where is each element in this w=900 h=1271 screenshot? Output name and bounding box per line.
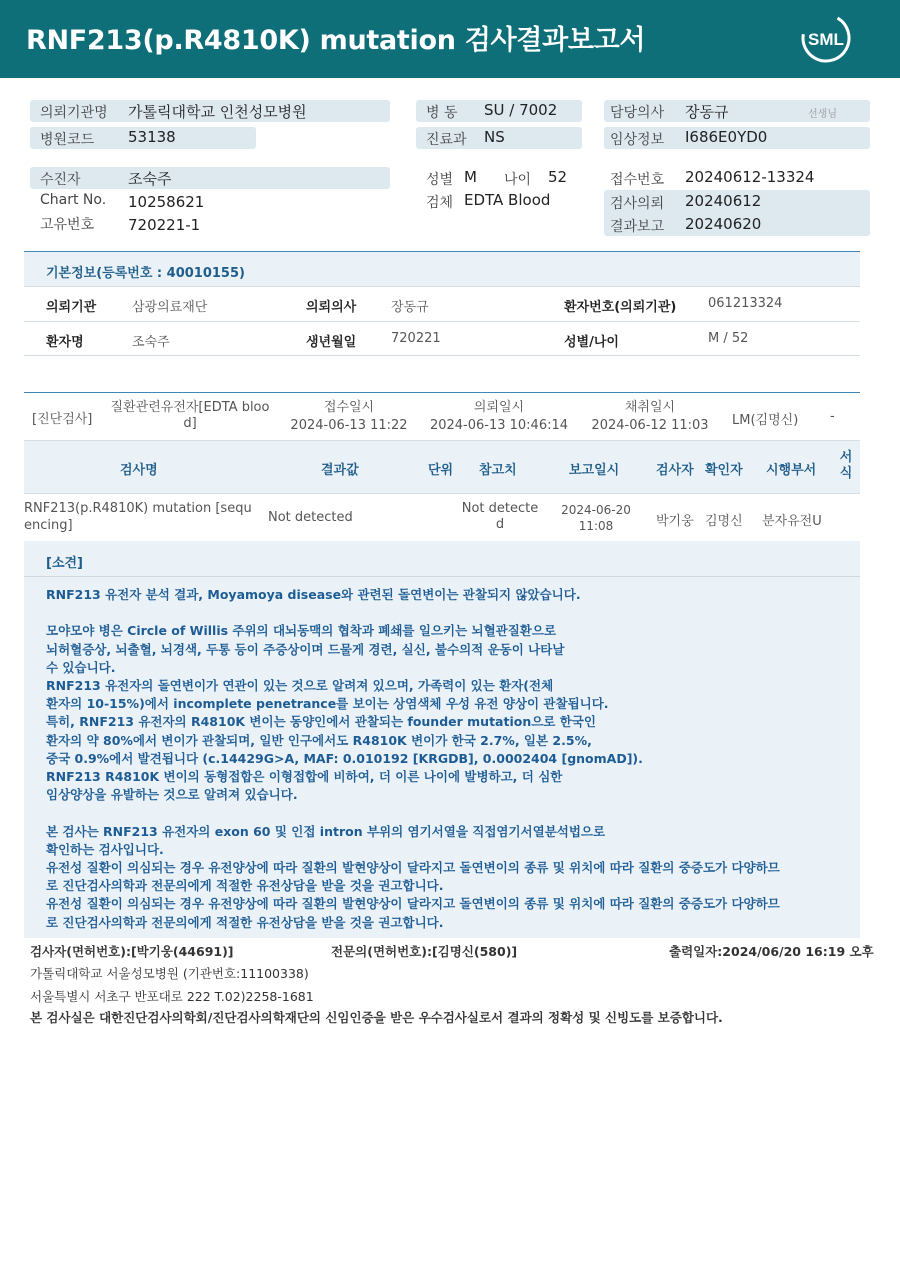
receipt-value: 20240612-13324	[685, 168, 815, 186]
basic-k-doctor: 의뢰의사	[306, 300, 357, 315]
ward-label: 병 동	[426, 105, 458, 121]
specimen-label: 검체	[426, 195, 454, 211]
th-reference: 참고치	[479, 463, 517, 478]
basic-k-birth: 생년월일	[306, 335, 357, 350]
opinion-line: 뇌허혈증상, 뇌출혈, 뇌경색, 두통 등이 주증상이며 드물게 경련, 실신, 불수의적 운동이 나타날	[46, 641, 565, 657]
opinion-title-line	[24, 576, 860, 577]
table-row	[24, 500, 252, 534]
row-confirmer: 김명신	[705, 514, 743, 529]
test-lab: LM(김명신)	[732, 413, 799, 428]
test-receipt-value: 2024-06-13 11:22	[290, 418, 408, 433]
basic-info-divider-3	[24, 355, 860, 356]
hospital-code-value: 53138	[128, 128, 176, 146]
th-report-date: 보고일시	[569, 463, 620, 478]
basic-v-patient: 조숙주	[132, 335, 170, 350]
report-title: RNF213(p.R4810K) mutation 검사결과보고서	[26, 25, 646, 56]
report-value: 20240620	[685, 215, 762, 233]
unique-label: 고유번호	[40, 217, 95, 233]
basic-info-divider-1	[24, 286, 860, 287]
patient-label: 수진자	[40, 172, 81, 188]
institution-value: 가톨릭대학교 인천성모병원	[128, 103, 307, 121]
basic-v-doctor: 장동규	[391, 300, 429, 315]
opinion-line: 특히, RNF213 유전자의 R4810K 변이는 동양인에서 관찰되는 founder mutation으로 한국인	[46, 714, 596, 730]
opinion-line: 수 있습니다.	[46, 659, 116, 675]
chart-value: 10258621	[128, 193, 205, 211]
th-dept: 시행부서	[766, 463, 817, 478]
doctor-label: 담당의사	[610, 105, 665, 121]
test-request	[424, 400, 574, 434]
footer-printed: 출력일자:2024/06/20 16:19 오후	[669, 944, 874, 959]
footer-address: 서울특별시 서초구 반포대로 222 T.02)2258-1681	[30, 989, 314, 1004]
basic-k-institution: 의뢰기관	[46, 300, 97, 315]
test-dash: -	[830, 409, 835, 424]
basic-k-patient-no: 환자번호(의뢰기관)	[564, 300, 677, 315]
footer-hospital: 가톨릭대학교 서울성모병원 (기관번호:11100338)	[30, 966, 309, 981]
row-name-line-2: encing]	[24, 518, 73, 533]
test-receipt-label: 접수일시	[323, 400, 375, 415]
clinical-label: 임상정보	[610, 132, 665, 148]
age-value: 52	[548, 168, 568, 186]
basic-v-patient-no: 061213324	[708, 296, 783, 311]
th-sign	[834, 450, 858, 482]
footer-tester: 검사자(면허번호):[박기웅(44691)]	[30, 944, 234, 959]
test-request-value: 2024-06-13 10:46:14	[429, 418, 569, 433]
basic-k-patient: 환자명	[46, 335, 84, 350]
sex-label: 성별	[426, 172, 454, 188]
test-collect-label: 채취일시	[624, 400, 676, 415]
sex-value: M	[464, 168, 477, 186]
th-sign-1: 서	[839, 450, 853, 465]
basic-info-divider-2	[24, 321, 860, 322]
test-specimen-name	[104, 400, 276, 432]
doctor-suffix: 선생님	[808, 109, 837, 120]
row-report-date-line-2: 11:08	[578, 519, 614, 533]
hospital-code-label: 병원코드	[40, 132, 95, 148]
basic-k-sex-age: 성별/나이	[564, 335, 619, 350]
opinion-line: 모야모야 병은 Circle of Willis 주위의 대뇌동맥의 협착과 폐쇄를 일으키는 뇌혈관질환으로	[46, 623, 557, 639]
th-name: 검사명	[120, 463, 158, 478]
test-collect-value: 2024-06-12 11:03	[591, 418, 709, 433]
th-tester: 검사자	[656, 463, 694, 478]
opinion-gap	[46, 804, 846, 822]
opinion-line: 임상양상을 유발하는 것으로 알려져 있습니다.	[46, 787, 298, 803]
opinion-line: 유전성 질환이 의심되는 경우 유전양상에 따라 질환의 발현양상이 달라지고 돌연변이의 종류 및 위치에 따라 질환의 중증도가 다양하므	[46, 860, 780, 876]
opinion-line: 확인하는 검사입니다.	[46, 841, 164, 857]
th-sign-2: 식	[839, 466, 853, 481]
row-reference-line-1: Not detecte	[461, 501, 539, 516]
opinion-line: RNF213 유전자 분석 결과, Moyamoya disease와 관련된 돌연변이는 관찰되지 않았습니다.	[46, 587, 581, 602]
unique-value: 720221-1	[128, 216, 201, 234]
specimen-value: EDTA Blood	[464, 191, 551, 209]
th-result: 결과값	[321, 463, 359, 478]
doctor-value: 장동규	[685, 103, 729, 121]
test-receipt	[284, 400, 414, 434]
opinion-line: 본 검사는 RNF213 유전자의 exon 60 및 인접 intron 부위의 염기서열을 직접염기서열분석법으로	[46, 823, 606, 839]
test-request-label: 의뢰일시	[473, 400, 525, 415]
test-collect	[584, 400, 716, 434]
th-unit: 단위	[428, 463, 454, 478]
basic-info-title: 기본정보(등록번호 : 40010155)	[46, 266, 245, 281]
dept-value: NS	[484, 128, 505, 146]
opinion-line: 유전성 질환이 의심되는 경우 유전양상에 따라 질환의 발현양상이 달라지고 돌연변이의 종류 및 위치에 따라 질환의 중증도가 다양하므	[46, 896, 780, 912]
opinion-line: 로 진단검사의학과 전문의에게 적절한 유전상담을 받을 것을 권고합니다.	[46, 878, 444, 894]
report-header	[0, 0, 900, 78]
age-label: 나이	[504, 172, 532, 188]
opinion-line: 중국 0.9%에서 발견됩니다 (c.14429G>A, MAF: 0.010192 [KRGDB], 0.0002404 [gnomAD]).	[46, 750, 643, 766]
dept-label: 진료과	[426, 132, 467, 148]
basic-v-birth: 720221	[391, 331, 441, 346]
opinion-line: RNF213 R4810K 변이의 동형접합은 이형접합에 비하여, 더 이른 나이에 발병하고, 더 심한	[46, 769, 563, 785]
patient-pill	[30, 167, 390, 189]
clinical-value: I686E0YD0	[685, 128, 768, 146]
opinion-line: 환자의 10-15%)에서 incomplete penetrance를 보이는 상염색체 우성 유전 양상이 관찰됩니다.	[46, 696, 609, 712]
basic-v-sex-age: M / 52	[708, 331, 749, 346]
chart-label: Chart No.	[40, 192, 107, 208]
receipt-label: 접수번호	[610, 172, 665, 188]
opinion-title: [소견]	[46, 556, 83, 571]
patient-value: 조숙주	[128, 170, 172, 188]
opinion-gap	[46, 604, 846, 622]
sml-logo-icon	[800, 12, 852, 64]
test-summary-top-line	[24, 392, 860, 393]
row-reference	[450, 501, 550, 533]
row-report-date	[552, 502, 640, 534]
basic-v-institution: 삼광의료재단	[132, 300, 208, 315]
row-result: Not detected	[268, 510, 353, 525]
report-label: 결과보고	[610, 219, 665, 235]
test-category: [진단검사]	[32, 412, 93, 427]
row-tester: 박기웅	[656, 514, 694, 529]
results-header-line	[24, 493, 860, 494]
th-confirmer: 확인자	[705, 463, 743, 478]
request-value: 20240612	[685, 192, 762, 210]
logo-text: SML	[808, 30, 844, 49]
test-specimen-line-1: 질환관련유전자[EDTA bloo	[110, 400, 270, 415]
opinion-line: 로 진단검사의학과 전문의에게 적절한 유전상담을 받을 것을 권고합니다.	[46, 914, 444, 930]
row-reference-line-2: d	[495, 517, 505, 532]
row-dept: 분자유전U	[762, 514, 822, 529]
footer-certification: 본 검사실은 대한진단검사의학회/진단검사의학재단의 신임인증을 받은 우수검사실로서 결과의 정확성 및 신빙도를 보증합니다.	[30, 1010, 723, 1025]
request-label: 검사의뢰	[610, 196, 665, 212]
row-report-date-line-1: 2024-06-20	[561, 503, 631, 517]
opinion-line: 환자의 약 80%에서 변이가 관찰되며, 일반 인구에서도 R4810K 변이가 한국 2.7%, 일본 2.5%,	[46, 732, 592, 748]
opinion-line: RNF213 유전자의 돌연변이가 연관이 있는 것으로 알려져 있으며, 가족력이 있는 환자(전체	[46, 678, 554, 693]
row-name-line-1: RNF213(p.R4810K) mutation [sequ	[24, 501, 252, 516]
institution-label: 의뢰기관명	[40, 105, 108, 121]
test-specimen-line-2: d]	[183, 416, 197, 431]
footer-specialist: 전문의(면허번호):[김명신(580)]	[331, 944, 518, 959]
opinion-body	[46, 586, 846, 932]
ward-value: SU / 7002	[484, 101, 558, 119]
